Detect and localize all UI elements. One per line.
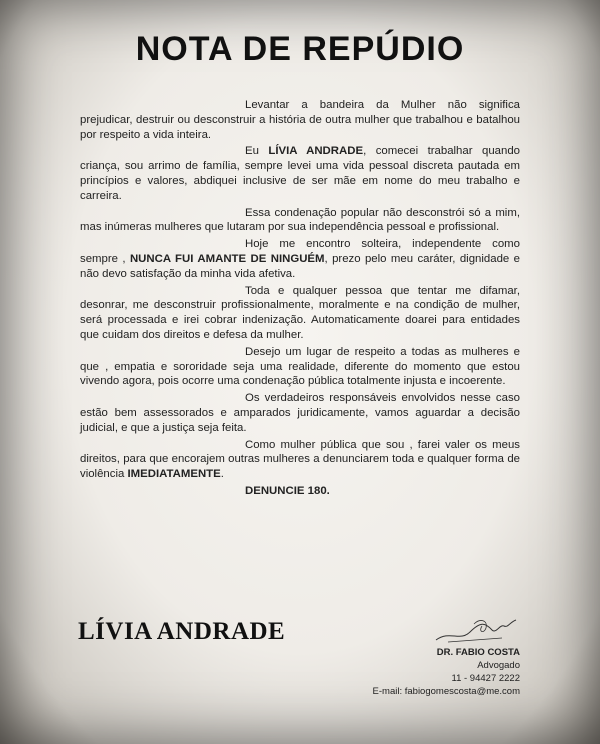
- paragraph-4-text-a: Hoje me encontro solteira, independente como sempre ,: [80, 238, 520, 265]
- paragraph-6: Desejo um lugar de respeito a todas as mulheres e que , empatia e sororidade seja uma realidade, diferente do momento que estou vivendo agora, pois ocorre uma condenação pública totalmente injusta e incoerente.: [80, 345, 520, 388]
- paragraph-8: [80, 438, 520, 482]
- page-title: NOTA DE REPÚDIO: [135, 30, 465, 68]
- lawyer-role: Advogado: [477, 660, 520, 671]
- lawyer-block: [320, 612, 520, 698]
- paragraph-3: Essa condenação popular não desconstrói só a mim, mas inúmeras mulheres que lutaram por sua independência pessoal e profissional.: [80, 206, 520, 234]
- lawyer-email: E-mail: fabiogomescosta@me.com: [372, 686, 520, 697]
- statement-body: [80, 98, 520, 501]
- paragraph-9: [80, 484, 520, 499]
- paragraph-2: [80, 144, 520, 203]
- paragraph-2-bold: LÍVIA ANDRADE: [268, 145, 364, 158]
- paragraph-2-text-a: Eu: [245, 145, 269, 158]
- paragraph-8-bold: IMEDIATAMENTE: [127, 468, 221, 481]
- paragraph-4-text-c: , prezo pelo meu caráter, dignidade e não devo satisfação da minha vida afetiva.: [80, 252, 520, 280]
- paragraph-8-text-a: Como mulher pública que sou , farei valer os meus direitos, para que encorajem outras mulheres a denunciarem toda e qualquer forma de violência: [80, 438, 520, 481]
- paragraph-4-bold: NUNCA FUI AMANTE DE NINGUÉM: [129, 252, 325, 265]
- paragraph-5: Toda e qualquer pessoa que tentar me difamar, desonrar, me desconstruir profissionalmente, moralmente e na condição de mulher, será processada e irei cobrar indenização. Automaticamente doarei para entidades que cuidam dos direitos e defesa da mulher.: [80, 284, 520, 341]
- lawyer-phone: 11 - 94427 2222: [451, 673, 520, 684]
- paragraph-7: Os verdadeiros responsáveis envolvidos nesse caso estão bem assessorados e amparados juridicamente, vamos aguardar a decisão judicial, e que a justiça seja feita.: [80, 392, 520, 434]
- lawyer-name: DR. FABIO COSTA: [436, 647, 520, 658]
- handwritten-signature-icon: [430, 612, 520, 646]
- denuncie-180: DENUNCIE 180.: [245, 484, 330, 497]
- paragraph-8-text-c: .: [220, 468, 224, 481]
- signatory-name: LÍVIA ANDRADE: [78, 618, 286, 645]
- paragraph-1: Levantar a bandeira da Mulher não significa prejudicar, destruir ou desconstruir a história de outra mulher que trabalhou e batalhou por respeito a vida inteira.: [80, 99, 520, 141]
- paragraph-2-text-c: , comecei trabalhar quando criança, sou arrimo de família, sempre levei uma vida pessoal discreta pautada em princípios e valores, abdiquei inclusive de ser mãe em nome do meu trabalho e carreira.: [80, 145, 520, 202]
- paragraph-4: [80, 237, 520, 281]
